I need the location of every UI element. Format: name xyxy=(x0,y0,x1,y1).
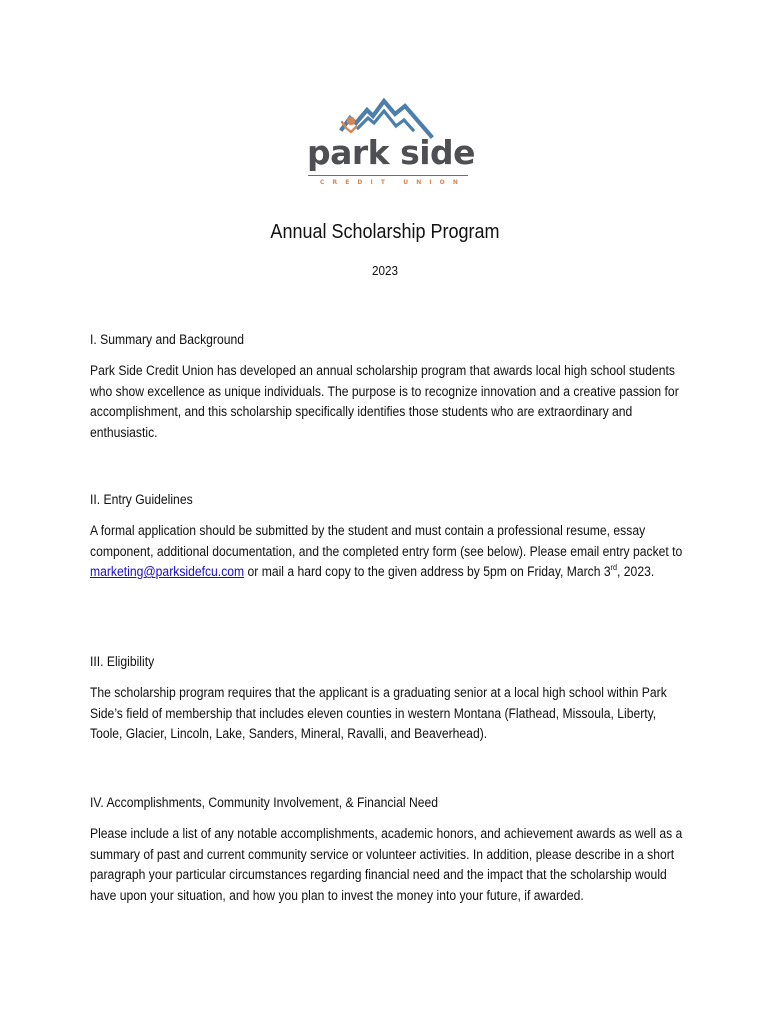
body-text: or mail a hard copy to the given address by 5pm on Friday, March 3 xyxy=(244,564,611,580)
section-body: Please include a list of any notable accomplishments, academic honors, and achievement awards as well as a summary of past and current community service or volunteer activities. In addition, please describe in a short paragraph your particular circumstances regarding financial need and the impact that the scholarship would have upon your situation, and how you plan to invest the money into your future, if awarded. xyxy=(90,826,683,903)
section-body xyxy=(90,521,684,583)
body-text: , 2023. xyxy=(617,564,655,580)
section-eligibility xyxy=(90,652,684,745)
section-heading: II. Entry Guidelines xyxy=(90,492,193,507)
section-heading: IV. Accomplishments, Community Involvement, & Financial Need xyxy=(90,795,439,810)
section-accomplishments xyxy=(90,793,684,906)
body-text: A formal application should be submitted by the student and must contain a professional resume, essay component, additional documentation, and the completed entry form (see below). Please email entry packet to xyxy=(90,523,683,559)
logo-wordmark: park side xyxy=(307,133,476,172)
section-summary xyxy=(90,330,684,443)
document-year: 2023 xyxy=(371,263,399,278)
section-heading: III. Eligibility xyxy=(90,654,155,669)
section-body: Park Side Credit Union has developed an annual scholarship program that awards local high school students who show excellence as unique individuals. The purpose is to recognize innovation and a creative passion for accomplishment, and this scholarship specifically identifies those students who are extraordinary and enthusiastic. xyxy=(90,363,679,440)
logo-divider xyxy=(308,175,468,176)
section-body: The scholarship program requires that the applicant is a graduating senior at a local high school within Park Side’s field of membership that includes eleven counties in western Montana (Flathead, Missoula, Liberty, Toole, Glacier, Lincoln, Lake, Sanders, Mineral, Ravalli, and Beaverhead). xyxy=(90,685,667,742)
email-link[interactable]: marketing@parksidefcu.com xyxy=(90,564,245,580)
section-heading: I. Summary and Background xyxy=(90,332,244,347)
document-title: Annual Scholarship Program xyxy=(270,221,500,243)
logo-subtitle: CREDIT UNION xyxy=(320,179,466,186)
ordinal-suffix: rd xyxy=(610,563,618,573)
section-entry-guidelines xyxy=(90,490,684,583)
park-side-logo xyxy=(300,96,476,192)
